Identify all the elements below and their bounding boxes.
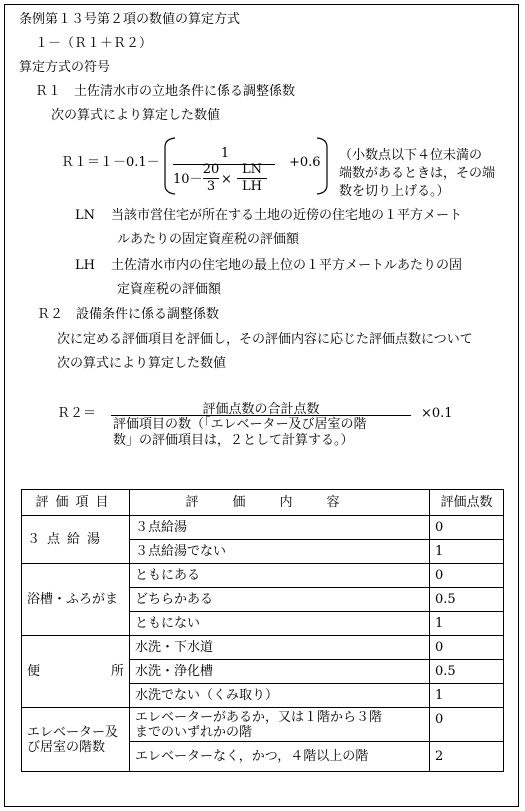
content-cell: ともにある <box>130 564 430 588</box>
r1-ln-numerator: LN <box>241 162 262 177</box>
content-line2: までのいずれかの階 <box>135 724 253 740</box>
content-cell: エレベーターなく，かつ，４階以上の階 <box>130 742 430 772</box>
r1-plus-constant: +0.6 <box>289 155 321 170</box>
page-heading: 条例第１３号第２項の数値の算定方式 <box>19 12 241 27</box>
r1-lh-denominator: LH <box>242 179 262 194</box>
r1-note-line3: 数を切り上げる。） <box>339 184 450 199</box>
table-row <box>22 708 504 742</box>
lh-def-line1: 土佐清水市内の住宅地の最上位の１平方メートルあたりの固 <box>111 258 463 273</box>
table-header-row <box>22 490 504 516</box>
ln-def-key: LN <box>75 208 96 223</box>
r2-label: Ｒ２ 設備条件に係る調整係数 <box>37 307 220 322</box>
table-row <box>22 636 504 660</box>
r1-inner-denominator: 3 <box>206 179 216 194</box>
item-toilet-right: 所 <box>110 664 124 679</box>
content-cell <box>130 708 430 742</box>
r2-formula-lhs: Ｒ２＝ <box>57 406 97 421</box>
score-cell: 2 <box>430 742 504 772</box>
symbols-heading: 算定方式の符号 <box>19 60 111 75</box>
table-row <box>22 564 504 588</box>
ln-def-line2: ルあたりの固定資産税の評価額 <box>117 232 300 247</box>
content-cell: 水洗・浄化槽 <box>130 660 430 684</box>
r2-formula-rhs: ×0.1 <box>421 406 453 421</box>
r1-intro: 次の算式により算定した数値 <box>51 108 221 123</box>
content-cell: どちらかある <box>130 588 430 612</box>
content-line1: エレベーターがあるか，又は１階から３階 <box>135 709 383 725</box>
item-elevator <box>22 708 130 772</box>
r2-numerator: 評価点数の合計点数 <box>202 402 320 417</box>
r1-note-line1: （小数点以下４位未満の <box>339 148 483 163</box>
item-elevator-line2: び居室の階数 <box>27 739 106 755</box>
item-hot-water: ３点給湯 <box>22 516 130 564</box>
r2-denominator-line1: 評価項目の数（「エレベーター及び居室の階 <box>113 417 367 432</box>
score-cell: 1 <box>430 612 504 636</box>
right-big-paren <box>315 137 329 195</box>
content-cell: ともにない <box>130 612 430 636</box>
r1-formula-lhs: Ｒ１＝１－0.1－ <box>61 155 160 170</box>
lh-def-key: LH <box>75 258 95 273</box>
score-cell: 0.5 <box>430 588 504 612</box>
r2-fraction-line <box>111 415 411 416</box>
ln-def-line1: 当該市営住宅が所在する土地の近傍の住宅地の１平方メート <box>111 208 463 223</box>
document-page <box>4 4 519 807</box>
item-elevator-line1: エレベーター及 <box>27 724 119 740</box>
r2-intro-line1: 次に定める評価項目を評価し，その評価内容に応じた評価点数について <box>57 332 473 347</box>
main-formula: １－（Ｒ１＋Ｒ２） <box>35 36 153 51</box>
r1-den-prefix: 10－ <box>173 172 203 187</box>
item-toilet <box>22 636 130 708</box>
r1-note-line2: 端数があるときは，その端 <box>339 166 496 181</box>
score-cell: 0 <box>430 708 504 742</box>
r1-numerator: 1 <box>220 146 230 161</box>
content-cell: ３点給湯でない <box>130 540 430 564</box>
evaluation-table <box>21 489 504 772</box>
item-toilet-left: 便 <box>27 664 41 679</box>
table-row <box>22 516 504 540</box>
content-cell: ３点給湯 <box>130 516 430 540</box>
item-bathtub: 浴槽・ふろがま <box>22 564 130 636</box>
score-cell: 0 <box>430 516 504 540</box>
header-item: 評価項目 <box>22 490 130 516</box>
r1-inner-numerator: 20 <box>202 162 220 177</box>
r1-label: Ｒ１ 土佐清水市の立地条件に係る調整係数 <box>35 84 296 99</box>
r1-times: × <box>221 172 232 187</box>
score-cell: 1 <box>430 540 504 564</box>
header-content: 評価内容 <box>130 490 430 516</box>
score-cell: 0 <box>430 636 504 660</box>
score-cell: 0 <box>430 564 504 588</box>
r2-denominator-line2: 数」の評価項目は，２として計算する。） <box>113 433 354 448</box>
content-cell: 水洗・下水道 <box>130 636 430 660</box>
score-cell: 1 <box>430 684 504 708</box>
r2-intro-line2: 次の算式により算定した数値 <box>57 356 227 371</box>
content-cell: 水洗でない（くみ取り） <box>130 684 430 708</box>
header-score: 評価点数 <box>430 490 504 516</box>
lh-def-line2: 定資産税の評価額 <box>117 282 222 297</box>
score-cell: 0.5 <box>430 660 504 684</box>
